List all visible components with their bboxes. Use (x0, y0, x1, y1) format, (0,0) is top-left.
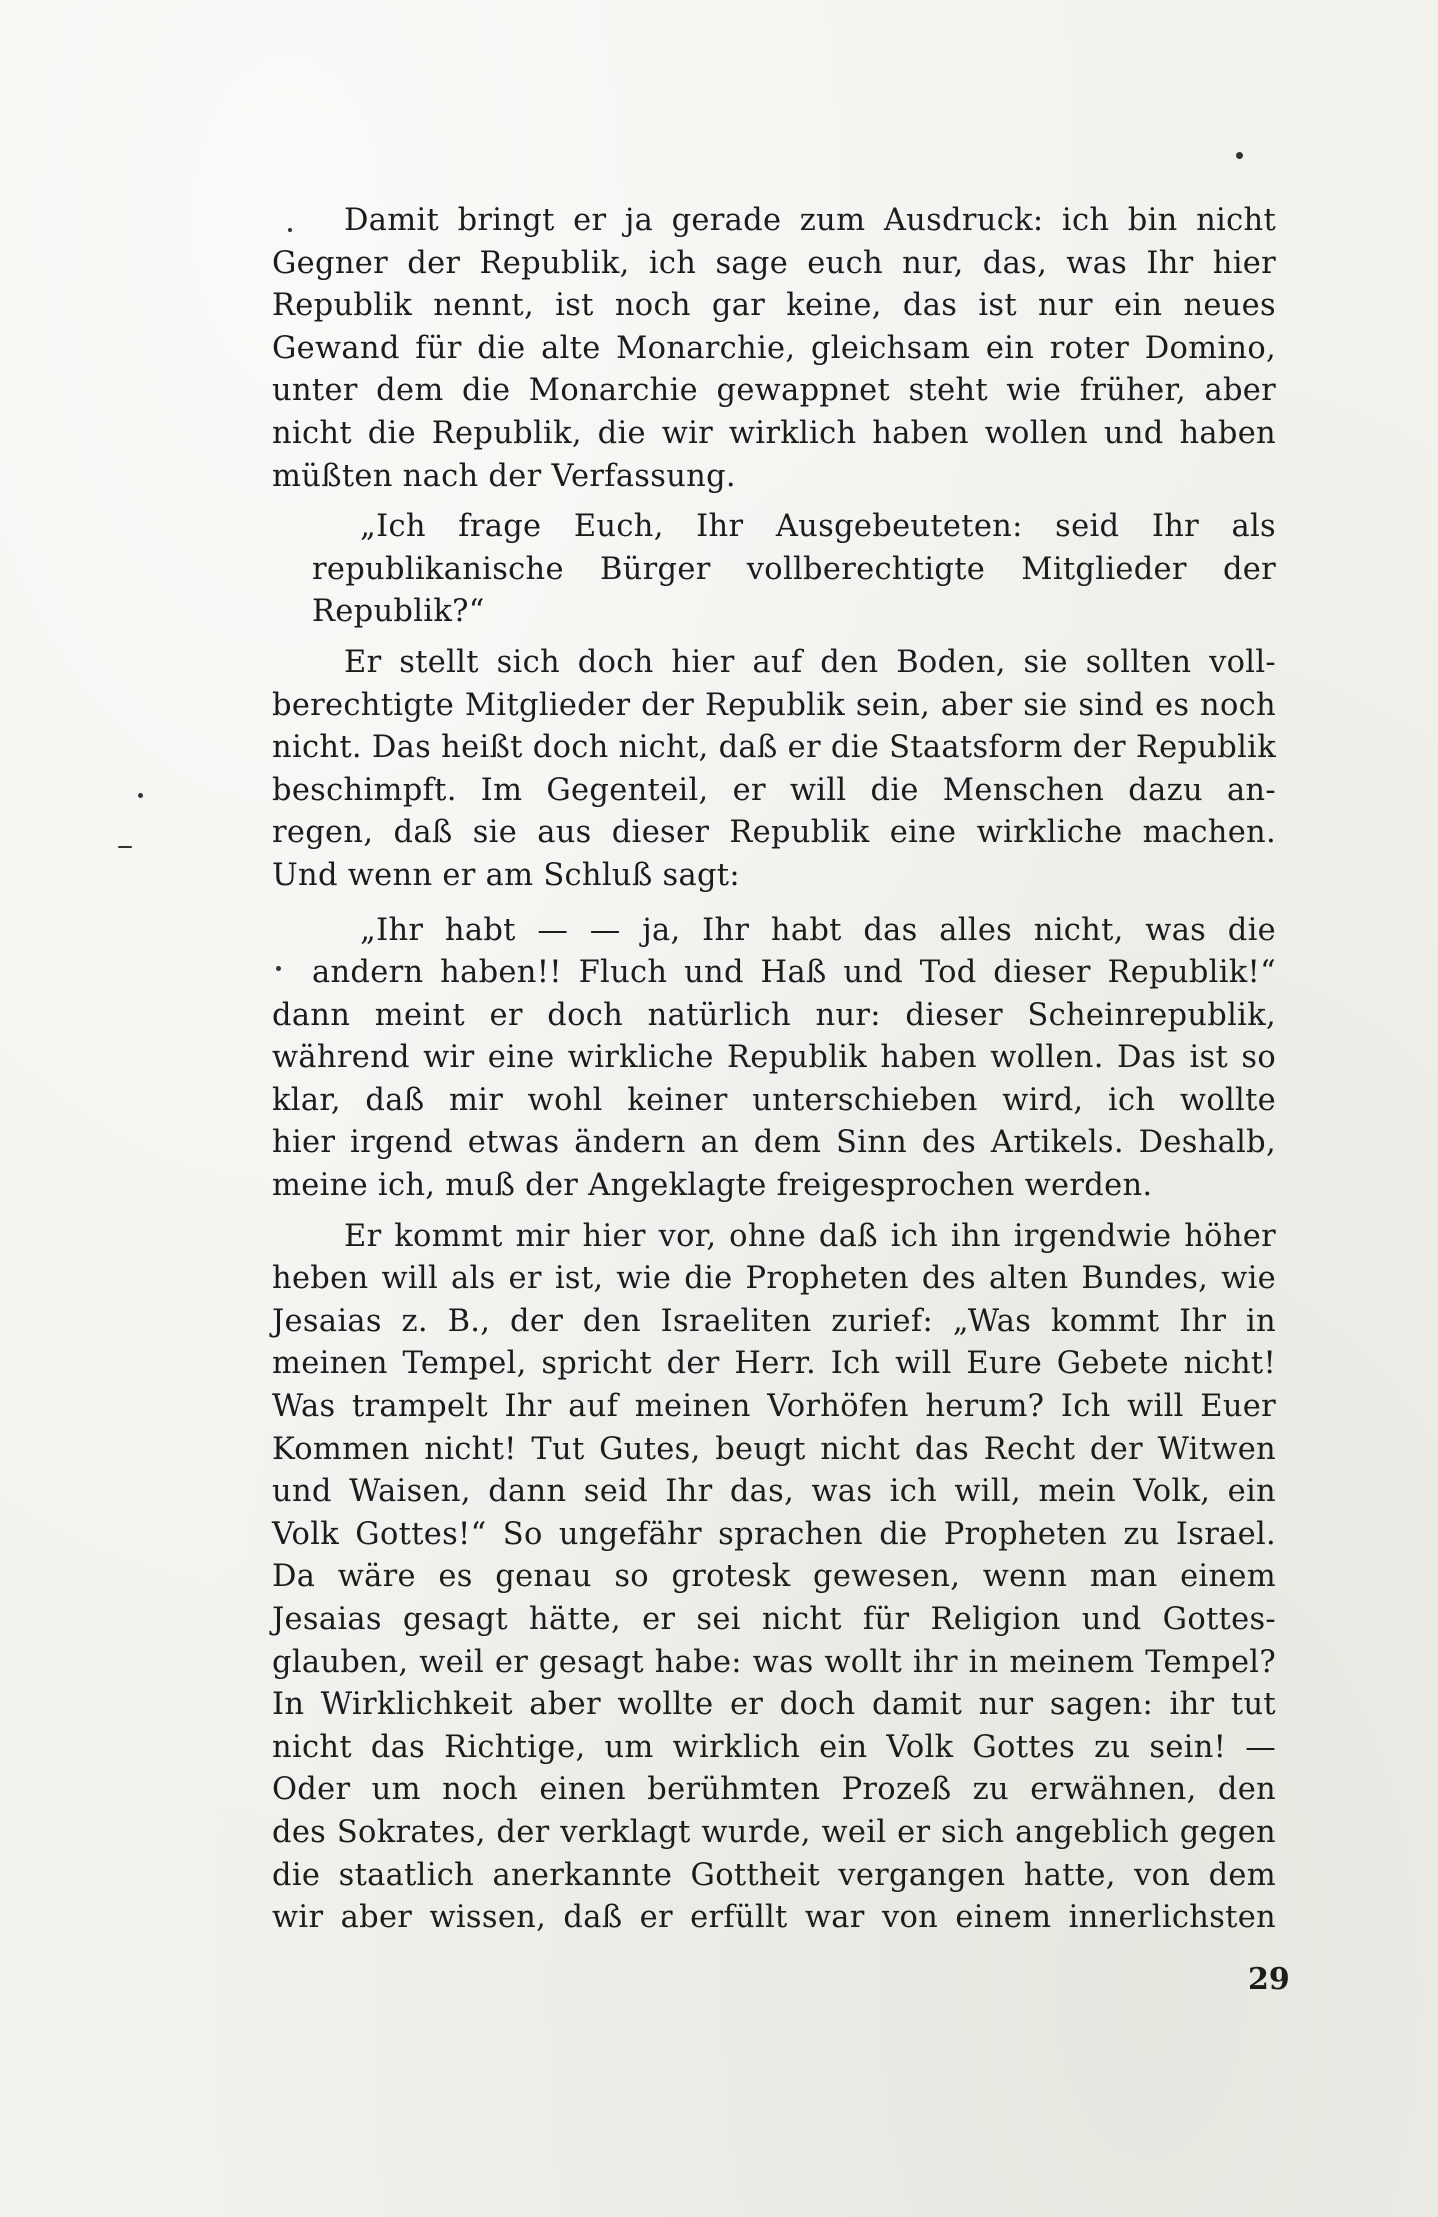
text-line: heben will als er ist, wie die Propheten des alten Bundes, wie (272, 1261, 1276, 1297)
quoted-paragraph (272, 910, 1276, 995)
text-line: nicht. Das heißt doch nicht, daß er die Staatsform der Republik (272, 730, 1276, 766)
text-line: Da wäre es genau so grotesk gewesen, wenn man einem (272, 1559, 1276, 1595)
page-text (272, 200, 1276, 1940)
text-line: regen, daß sie aus dieser Republik eine wirkliche machen. (272, 815, 1276, 851)
text-line: nicht das Richtige, um wirklich ein Volk Gottes zu sein! — (272, 1729, 1276, 1765)
text-line: beschimpft. Im Gegenteil, er will die Menschen dazu an- (272, 772, 1276, 808)
text-line: meine ich, muß der Angeklagte freigesprochen werden. (272, 1168, 1153, 1204)
text-line: Jesaias gesagt hätte, er sei nicht für Religion und Gottes- (272, 1602, 1276, 1637)
page-number: 29 (1248, 1962, 1290, 1997)
paragraph (272, 1216, 1276, 1940)
text-line: Damit bringt er ja gerade zum Ausdruck: ich bin nicht (344, 203, 1276, 238)
print-speck (288, 228, 292, 232)
quoted-paragraph (272, 506, 1276, 634)
text-line: die staatlich anerkannte Gottheit vergangen hatte, von dem (272, 1857, 1276, 1893)
paragraph (272, 642, 1276, 898)
text-line: „Ihr habt — — ja, Ihr habt das alles nicht, was die (360, 912, 1276, 948)
text-line: Und wenn er am Schluß sagt: (272, 857, 740, 893)
print-speck (118, 846, 132, 848)
text-line: während wir eine wirkliche Republik haben wollen. Das ist so (272, 1040, 1276, 1076)
text-line: meinen Tempel, spricht der Herr. Ich will Eure Gebete nicht! (272, 1346, 1276, 1382)
text-line: In Wirklichkeit aber wollte er doch damit nur sagen: ihr tut (272, 1687, 1276, 1723)
print-speck (138, 793, 143, 798)
text-line: „Ich frage Euch, Ihr Ausgebeuteten: seid Ihr als (360, 509, 1276, 545)
text-line: und Waisen, dann seid Ihr das, was ich will, mein Volk, ein (272, 1474, 1276, 1510)
text-line: unter dem die Monarchie gewappnet steht wie früher, aber (272, 373, 1276, 409)
text-line: republikanische Bürger vollberechtigte Mitglieder der (312, 551, 1276, 587)
text-line: Republik nennt, ist noch gar keine, das ist nur ein neues (272, 288, 1276, 324)
text-line: Er stellt sich doch hier auf den Boden, sie sollten voll- (344, 644, 1276, 680)
text-line: klar, daß mir wohl keiner unterschieben wird, ich wollte (272, 1082, 1276, 1118)
print-speck (1236, 152, 1243, 159)
text-line: berechtigte Mitglieder der Republik sein, aber sie sind es noch (272, 687, 1276, 723)
text-line: des Sokrates, der verklagt wurde, weil er sich angeblich gegen (272, 1814, 1276, 1850)
print-speck (276, 966, 281, 971)
text-line: hier irgend etwas ändern an dem Sinn des Artikels. Deshalb, (272, 1125, 1276, 1161)
text-line: nicht die Republik, die wir wirklich haben wollen und haben (272, 415, 1276, 451)
text-line: Jesaias z. B., der den Israeliten zurief: „Was kommt Ihr in (272, 1303, 1276, 1339)
text-line: Kommen nicht! Tut Gutes, beugt nicht das Recht der Witwen (272, 1431, 1276, 1467)
text-line: wir aber wissen, daß er erfüllt war von einem innerlichsten (272, 1900, 1276, 1936)
paragraph (272, 200, 1276, 498)
text-line: müßten nach der Verfassung. (272, 458, 736, 494)
text-line: glauben, weil er gesagt habe: was wollt ihr in meinem Tempel? (272, 1644, 1276, 1680)
text-line: Was trampelt Ihr auf meinen Vorhöfen herum? Ich will Euer (272, 1389, 1276, 1425)
text-line: Er kommt mir hier vor, ohne daß ich ihn irgendwie höher (344, 1218, 1276, 1254)
text-line: Oder um noch einen berühmten Prozeß zu erwähnen, den (272, 1772, 1276, 1808)
paragraph (272, 995, 1276, 1208)
text-line: Republik?“ (312, 594, 485, 630)
text-line: andern haben!! Fluch und Haß und Tod dieser Republik!“ (312, 955, 1276, 991)
text-line: Volk Gottes!“ So ungefähr sprachen die Propheten zu Israel. (272, 1516, 1276, 1552)
text-line: dann meint er doch natürlich nur: dieser Scheinrepublik, (272, 997, 1276, 1033)
text-line: Gewand für die alte Monarchie, gleichsam ein roter Domino, (272, 330, 1276, 366)
text-line: Gegner der Republik, ich sage euch nur, das, was Ihr hier (272, 245, 1276, 281)
